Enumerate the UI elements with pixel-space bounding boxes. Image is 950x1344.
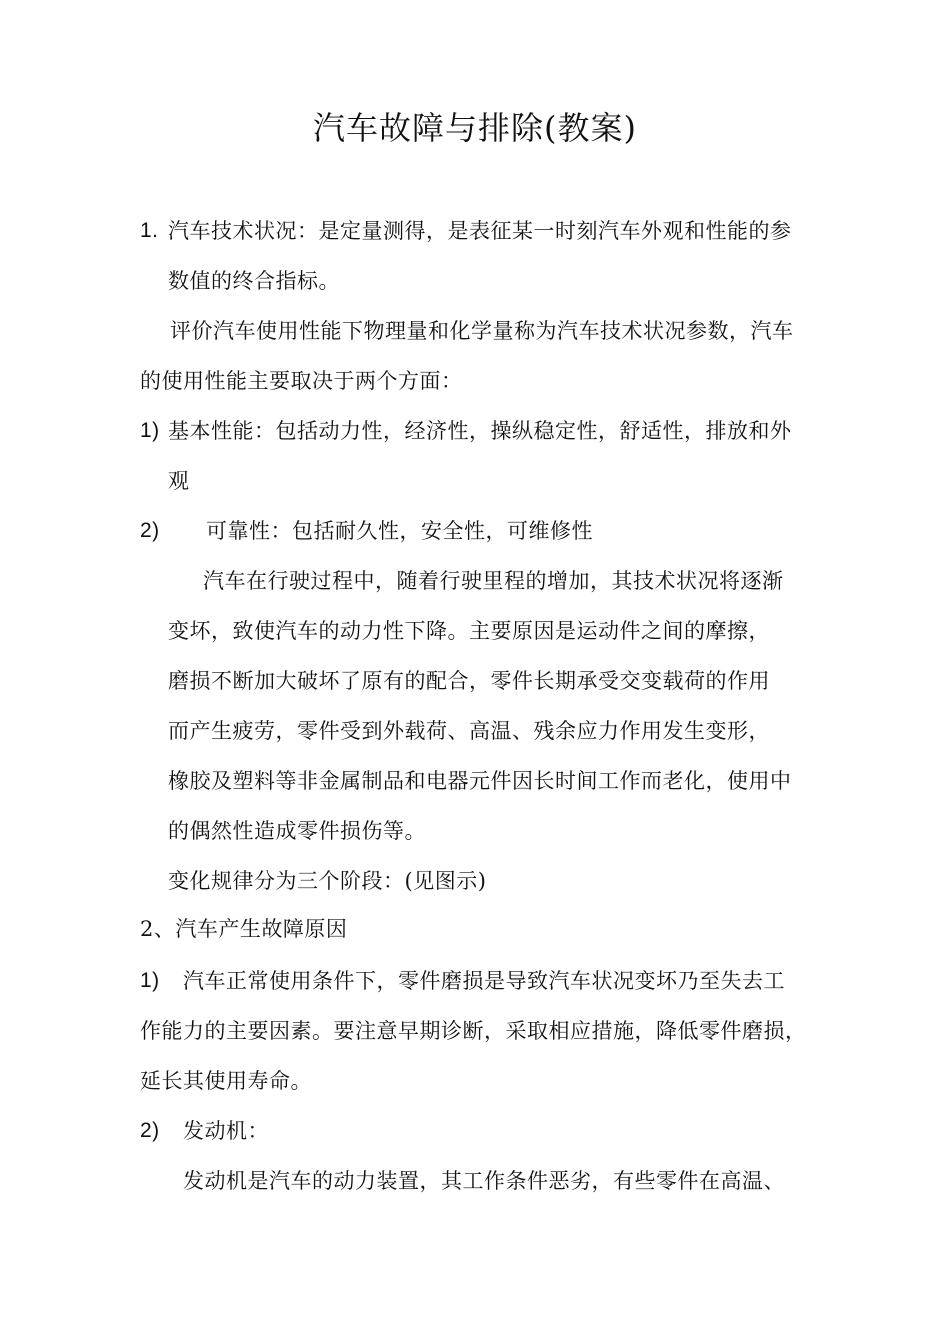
list-item-1-marker: 1) [140, 419, 160, 442]
section-1-line-1: 汽车技术状况：是定量测得，是表征某一时刻汽车外观和性能的参 [168, 219, 792, 243]
section-2-paragraph: 发动机是汽车的动力装置，其工作条件恶劣，有些零件在高温、 [183, 1169, 785, 1193]
paragraph-3: 变化规律分为三个阶段：(见图示) [168, 869, 487, 893]
section-2-item-2-text: 发动机： [183, 1119, 269, 1143]
section-2-item-1-line-1: 汽车正常使用条件下，零件磨损是导致汽车状况变坏乃至失去工 [183, 969, 785, 993]
section-2-item-2-marker: 2) [140, 1119, 160, 1142]
paragraph-2-line-6: 的偶然性造成零件损伤等。 [168, 819, 426, 843]
list-item-2-marker: 2) [140, 519, 160, 542]
list-item-1-line-2: 观 [168, 469, 190, 493]
list-item-1-line-1: 基本性能：包括动力性，经济性，操纵稳定性，舒适性，排放和外 [168, 419, 792, 443]
section-2-heading: 2、汽车产生故障原因 [140, 917, 348, 941]
section-2-item-1-line-3: 延长其使用寿命。 [140, 1069, 312, 1093]
paragraph-1-line-1: 评价汽车使用性能下物理量和化学量称为汽车技术状况参数，汽车 [170, 319, 794, 343]
paragraph-2-line-4: 而产生疲劳，零件受到外载荷、高温、残余应力作用发生变形， [168, 719, 770, 743]
paragraph-2-line-3: 磨损不断加大破坏了原有的配合，零件长期承受交变载荷的作用 [168, 669, 770, 693]
paragraph-2-line-5: 橡胶及塑料等非金属制品和电器元件因长时间工作而老化，使用中 [168, 769, 792, 793]
paragraph-1-line-2: 的使用性能主要取决于两个方面： [140, 369, 463, 393]
section-1-number: 1. [140, 219, 159, 242]
paragraph-2-line-1: 汽车在行驶过程中，随着行驶里程的增加，其技术状况将逐渐 [203, 569, 784, 593]
section-2-item-1-marker: 1) [140, 969, 160, 992]
section-1-line-2: 数值的终合指标。 [168, 269, 340, 293]
paragraph-2-line-2: 变坏，致使汽车的动力性下降。主要原因是运动件之间的摩擦， [168, 619, 770, 643]
document-title: 汽车故障与排除(教案) [313, 109, 637, 147]
list-item-2-text: 可靠性：包括耐久性，安全性，可维修性 [206, 519, 593, 543]
section-2-item-1-line-2: 作能力的主要因素。要注意早期诊断，采取相应措施，降低零件磨损， [140, 1019, 807, 1043]
